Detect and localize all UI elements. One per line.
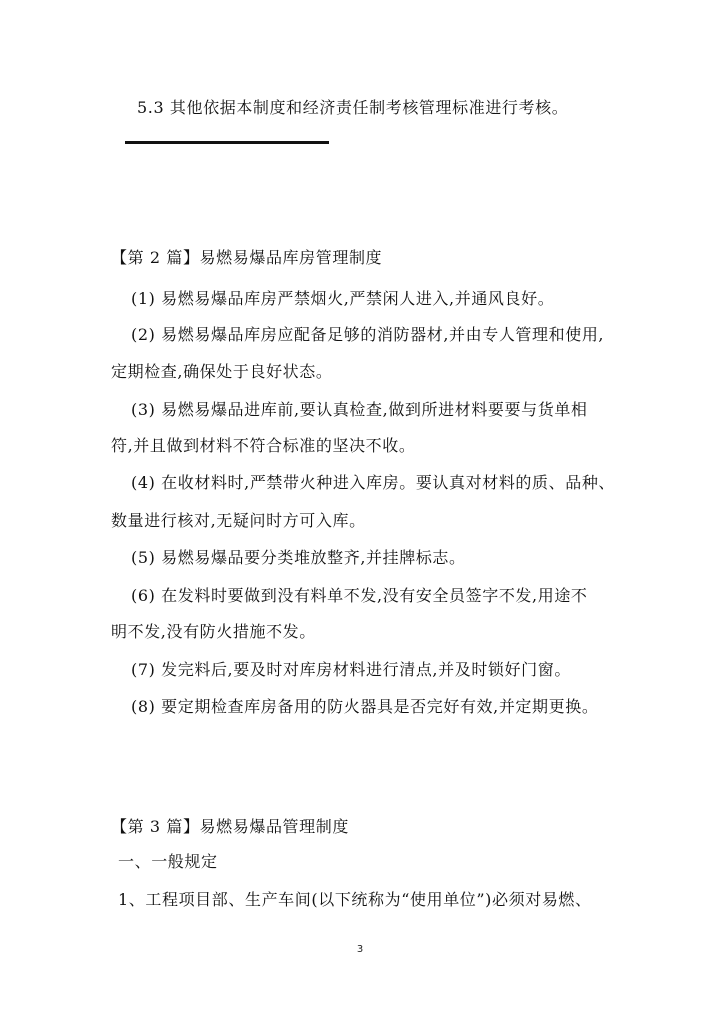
clause-5-3: 5.3 其他依据本制度和经济责任制考核管理标准进行考核。 (137, 98, 569, 117)
section-2-line-6: (4) 在收材料时,严禁带火种进入库房。要认真对材料的质、品种、 (131, 473, 616, 492)
section-2-line-10: 明不发,没有防火措施不发。 (111, 622, 316, 641)
section-2-line-7: 数量进行核对,无疑问时方可入库。 (111, 511, 366, 530)
page-number: 3 (356, 944, 364, 955)
section-2-line-9: (6) 在发料时要做到没有料单不发,没有安全员签字不发,用途不 (131, 586, 588, 605)
section-3-subheading: 一、一般规定 (118, 852, 218, 871)
section-2-line-3: 定期检查,确保处于良好状态。 (111, 362, 333, 381)
section-2-line-2: (2) 易燃易爆品库房应配备足够的消防器材,并由专人管理和使用, (131, 325, 605, 344)
section-2-line-12: (8) 要定期检查库房备用的防火器具是否完好有效,并定期更换。 (131, 697, 599, 716)
section-2-line-8: (5) 易燃易爆品要分类堆放整齐,并挂牌标志。 (131, 548, 466, 567)
section-2-heading: 【第 2 篇】易燃易爆品库房管理制度 (111, 248, 383, 267)
section-2-line-11: (7) 发完料后,要及时对库房材料进行清点,并及时锁好门窗。 (131, 660, 571, 679)
section-divider (125, 141, 329, 144)
section-3-line-1: 1、工程项目部、生产车间(以下统称为“使用单位”)必须对易燃、 (118, 890, 592, 909)
section-2-line-1: (1) 易燃易爆品库房严禁烟火,严禁闲人进入,并通风良好。 (131, 289, 555, 308)
section-3-heading: 【第 3 篇】易燃易爆品管理制度 (111, 817, 349, 836)
section-2-line-5: 符,并且做到材料不符合标准的坚决不收。 (111, 436, 416, 455)
section-2-line-4: (3) 易燃易爆品进库前,要认真检查,做到所进材料要要与货单相 (131, 400, 588, 419)
